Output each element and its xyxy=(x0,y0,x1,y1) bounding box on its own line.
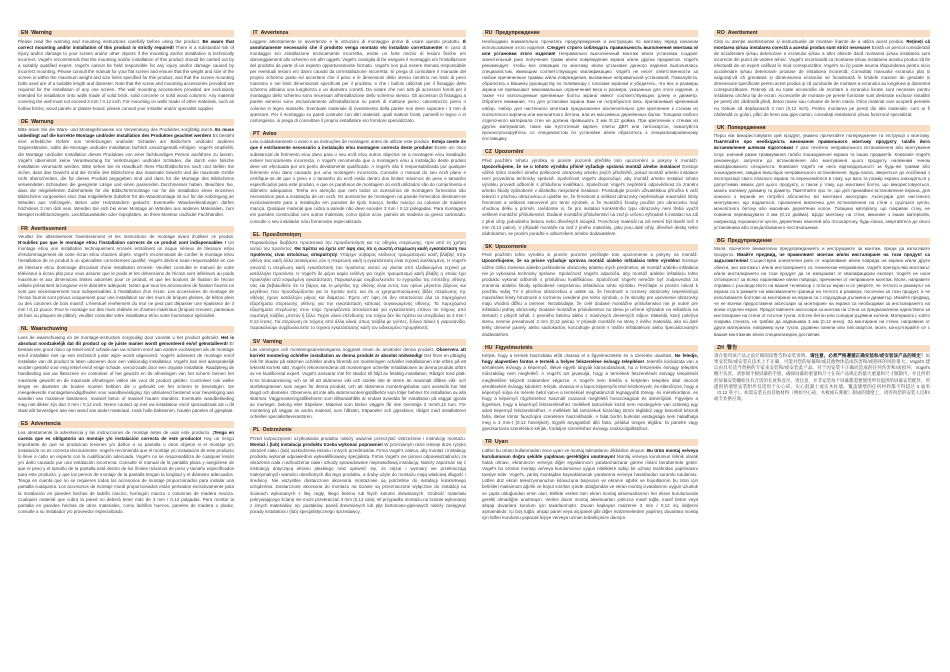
section-title: Waarschuwing xyxy=(30,326,68,333)
section-title: Avvertenza xyxy=(260,30,289,36)
warning-section-ru xyxy=(482,30,698,142)
language-code: DE xyxy=(21,118,29,125)
body-main-text: Es besteht eine erhebliche Gefahr von Verletzungen und/oder Schäden am Bildschirm und/oder anderen Gegenständen, sollte die Montage und/oder Installation fachlich unsachgemäß erfolgen. Vogel's empfiehlt, die Montage und/oder Installation dieses Produktes von einer fachkundigen Person ausführen zu lassen. Vogel's übernimmt keine Verantwortung für Verletzungen und/oder Schäden, die durch eine falsche Installation verursacht werden. Bitte sehen Sie im Handbuch Ihres Flachbildschirms nach und stellen Sie sicher, dass das Gewicht und die Größe des Bildschirms das maximale Gewicht und die maximale Größe nicht überschreiten, die für dieses Produkt angegeben sind und dass für die Montage des Bildschirms verwendeten Schrauben die geeignete Länge und einen passenden Durchmesser haben. Beachten Sie, dass die mitgelieferten Zubehörteile für die Bildschirmmontage nur für die Installation eines einzelnen Bildschirms vorgesehen sind. Das mitgelieferte Zubehör für die Wandmontage ist nur für die Anbringung an Wänden aus Vollziegeln, Beton oder Holzständern gedacht. Eventuelle Wandverkleidungen dürfen höchstens 3 mm dick sein. Wenden Sie sich bei einer Montage an Wänden aus anderen Materialien, zum Beispiel Hohlblockziegeln, Leichtbauwänden oder Gipsplatten, an Ihren Monteur und/oder Fachhändler. xyxy=(18,133,234,218)
body-intro-text: 请在使用该产品之前仔细阅读警告和安装说明。 xyxy=(714,353,810,359)
body-main-text: 如果安装和/或安装在技术上不正确，可能对您的屏幕和/或其他物体造成伤害和/或损坏的风险很大。Vogel's 建议由具有适当资格的专家来安装和/或安装此产品。对于因安装不正确而造成的任何伤害和/或损坏，Vogel's 概不负责。请参阅平板屏幕的手册，确保屏幕的重量和尺寸在该产品规定的最大重量和尺寸限制内，并且所用的屏幕安装螺栓具有合适的长度和直径。请注意，并非安装每个屏幕都需要使用所有提供的屏幕安装配件。所提供的墙壁安装附件仅适用于实心砖、实心混凝土或实木柱墙。覆盖墙壁的任何材料都不得超过 3 毫米（0.12 英寸）。如需安装在由其他材料（例如空心砖、木板或石膏板）制成的墙壁上，请咨询您的安装人员和/或专业供应商。 xyxy=(714,353,930,401)
section-heading xyxy=(482,244,698,251)
body-intro-text: Przed rozpoczęciem użytkowania produktu należy uważnie przeczytać ostrzeżenie i instrukcję montażu. xyxy=(250,435,466,441)
body-main-text: Jelentős kockázata van a sérülésnek és/vagy a képernyő, illetve egyéb tárgyak károsodásának, ha a felszerelés és/vagy telepítés műszakilag nem megfelelő. A Vogel's azt javasolja, hogy a termékek felszerelését és/vagy telepítését megfelelően képzett szakember végezze. A Vogel's nem felelős a helytelen telepítés által okozott sérülésekért és/vagy károkért. Kérjük, olvassa el a lapos képernyős tévé kézikönyvét, és ellenőrizze, hogy a képernyő súlya és mérete belül van-e a terméknél meghatározott legnagyobb tömeg- és méretkorláton, és hogy a képernyő rögzítéséhez használt csavarok megfelelő hosszúságúak és átmérőjűek. Figyeljen a figyelmet, hogy a képernyő felszereléséhez mellékelt tartozékok közül nem mindegyikre van szükség egy adott képernyő felszereléséhez. A mellékelt fali tartozékok kizárólag tömör téglából vagy betonból készült falra, illetve tömör faoszlopra szerelésre használhatók. A falat borító burkolat vastagsága nem haladhatja meg a 3 mm-t (0,12 hüvelyket). Egyéb anyagokból álló falra, például üreges téglára, fa panelre vagy gipszkartonra szereléskor kérjük, forduljon szereléshez és/vagy szakszolgáltatóhoz. xyxy=(482,359,698,432)
section-body xyxy=(714,39,930,118)
body-main-text: Υπάρχει σοβαρός κίνδυνος τραυματισμού και/ή βλάβης στην οθόνη σας και/ή άλλα αντικείμενα, εάν η στερέωση και/ή η εγκατάσταση είναι τεχνικά λανθασμένη. Η Vogel's συνιστά η στερέωση και/ή εγκατάσταση του προϊόντος αυτού να γίνεται από εξειδικευμένο τεχνικό με κατάλληλα προσόντα. Η Vogel's δε φέρει καμία ευθύνη για τυχόν τραυματισμό και/ή βλάβη η οποία έχει προκληθεί από εσφαλμένη εγκατάσταση. Παρακαλούμε συμβουλευτείτε το εγχειρίδιο της επίπεδης οθόνης σας και βεβαιωθείτε ότι το βάρος και το μέγεθος της οθόνης είναι εντός των ορίων μέγιστου βάρους και μεγέθους που προσδιορίζονται για το προϊόν αυτό, και ότι οι χρησιμοποιούμενες βίδες στερέωσης της οθόνης έχουν κατάλληλο μήκος και διάμετρο. Έχετε υπ' όψη ότι δεν απαιτούνται όλα τα παρεχόμενα εξαρτήματα στερέωσης οθόνης για την εγκατάσταση κάποιας συγκεκριμένης οθόνης. Τα παρεχόμενα εξαρτήματα στερέωσης στον τοίχο προορίζονται αποκλειστικά για εγκατάσταση επάνω σε τοίχους από συμπαγή τούβλα, μπετόν ή ξύλο. Τυχόν υλικό επένδυσης του τοίχου δεν θα πρέπει να υπερβαίνει τα 3 mm / 0,12 ίντσες. Για στερέωση σε τοίχους από άλλα υλικά, όπως τούβλα με τρύπες, ξύλινα πάνελ ή γυψοσανίδα, παρακαλούμε συμβουλευτείτε το τεχνικό εγκατάστασης και/ή τον ειδικευμένο προμηθευτή. xyxy=(250,252,466,331)
language-code: SK xyxy=(485,243,493,250)
section-title: Avertisment xyxy=(727,30,758,36)
section-title: Warnung xyxy=(31,118,54,125)
section-heading xyxy=(250,30,466,37)
warning-section-sv xyxy=(250,339,466,421)
body-intro-text: Citiți cu atenție avertismentul și instrucțiunile de montare înainte de a utiliza acest produs. xyxy=(714,38,907,44)
section-title: Advertencia xyxy=(30,421,61,428)
language-code: NL xyxy=(21,326,28,333)
warning-section-bg xyxy=(714,238,930,338)
body-emphasis-text: Следует строго соблюдать правильность выполнения монтажа и/или установки этого изделия! xyxy=(482,44,698,56)
body-intro-text: Please read the warning and mounting instructions carefully before using the product. xyxy=(18,38,203,44)
section-title: Upozornění xyxy=(494,149,524,156)
section-heading xyxy=(714,30,930,37)
body-emphasis-text: Montaż i (lub) instalacja produktu trzeba wykonać poprawnie! xyxy=(250,441,383,447)
body-intro-text: Kérjük, hogy a termék használata előtt olvassa el a figyelmeztetést és a szerelési utasítást. xyxy=(482,353,675,359)
section-body xyxy=(18,234,234,319)
body-intro-text: Lea atentamente la advertencia y las instrucciones de montaje antes de usar este producto. xyxy=(18,429,213,435)
language-code: PL xyxy=(253,427,260,434)
section-heading xyxy=(18,421,234,428)
section-body xyxy=(250,240,466,331)
section-heading xyxy=(250,339,466,346)
body-main-text: Съществува значителен риск от нараняване и/или повреда на екрана и/или други обекти, ако монтажът и/или инсталирането са технически неправилни. Vogel's препоръчва монтажът и/или инсталирането на този продукт да се извършват от квалифициран експерт. Vogel's не носи отговорност за всяко нараняване и/или повреда, причинени от неправилен монтаж. Моля, направете справка с ръководството на вашия телевизор с плосък екран и се уверете, че теглото и размерът на екрана са в рамките на максималните граници на теглото и размера, посочени за този продукт, и че използваните болтове за монтиране на екрана са с подходяща дължина и диаметър. Имайте предвид, че не всички предоставени аксесоари за монтиране на екрана са необходими за инсталирането на всеки отделен екран. Предоставените аксесоари за монтаж на стена са предназначени единствено за инсталиране на стени от плътни тухли, плътен бетон или солидни дървени колони. Материалът, който покрива стената, не трябва да надвишава 3 мм (0,12 инча). За монтиране на стени, направени от други материали, например кухи тухли, дървени панели или гипсокартон, моля, консултирайте се с вашия монтажник и/или специализиран доставчик. xyxy=(714,258,930,337)
section-body xyxy=(482,448,698,521)
warning-section-pt xyxy=(250,131,466,225)
body-intro-text: Перш ніж використовувати цей продукт, уважно прочитайте попередження та інструкції з монтажу. xyxy=(714,133,930,139)
section-title: Aviso xyxy=(262,130,277,137)
section-title: 警告 xyxy=(726,344,738,351)
body-intro-text: Παρακαλούμε διαβάστε προσεκτικά την προειδοποίηση και τις οδηγίες στερέωσης, πριν από τη χρήση αυτού του προϊόντος. xyxy=(250,240,466,252)
section-title: Предупреждение xyxy=(495,30,540,36)
section-heading xyxy=(250,131,466,138)
document-page xyxy=(18,30,930,650)
section-title: Προειδοποίηση xyxy=(262,231,302,238)
body-main-text: Un montage et/ou une installation techniquement erronés entraînent un risque sérieux de blessure et/ou d'endommagement de votre écran et/ou d'autres objets. Vogel's recommande de confier le montage et/ou l'installation de ce produit à un spécialiste correctement qualifié. Vogel's décline toute responsabilité en cas de blessure et/ou dommage découlant d'une installation erronée. Veuillez consulter le manuel de votre téléviseur à écran plat pour vous assurer que le poids et les dimensions de l'écran sont inférieurs au poids maximum et aux dimensions limites autorisés pour ce produit, et que les boulons de fixation de l'écran utilisés présentent la longueur et le diamètre adéquats. Notez que tous les accessoires de fixation fournis ne sont pas nécessairement tous indispensables à l'installation d'un écran. Les accessoires de montage de l'écran fournis sont prévus uniquement pour une installation sur des murs de briques pleines, de béton plein ou des colonnes de bois massif. L'éventuel revêtement du mur ne peut pas dépasser une épaisseur de 3 mm / 0,12 pouce. Pour le montage sur des murs réalisés en d'autres matériaux (briques creuses, panneaux de bois ou plaques de plâtre), veuillez consulter votre installateur et/ou votre fournisseur spécialisé. xyxy=(18,240,234,319)
body-main-text: W przeciwnym razie istnieje duże ryzyko obrażeń ciała i (lub) uszkodzenia ekranu i innych przedmiotów. Firma Vogel's zaleca, aby montaż i instalację produktu wykonał odpowiednio wykwalifikowany specjalista. Firma Vogel's nie ponosi odpowiedzialności za obrażenia ciała i uszkodzenia ciała i szkody spowodowane nieprawidłową instalacją. Należy zapoznać się z instrukcją dotyczącą ekranu płaskiego oraz upewnić się, że ciężar i wymiary nie przekraczają maksymalnych wartości określonych dla tego produktu, a śruby użyte do montażu mają właściwą długość i średnicę. Nie wszystkie dostarczone akcesoria montażowe są potrzebne do instalacji konkretnego urządzenia. Dostarczone akcesoria do montażu na ścianie są przeznaczone wyłącznie do instalacji na ścianach wykonanych z litej cegły, litego betonu lub litych kolumn drewnianych. Grubość materiału pokrywającego ścianę nie może przekraczać 3 mm (0,12 cala). W przypadku montażu na ścianie wykonanej z innych materiałów, np. pustaków, paneli drewnianych lub płyt kartonowo-gipsowych należy zasięgnąć porady instalatora i (lub) specjalistycznego sprzedawcy. xyxy=(250,441,466,514)
warning-section-nl xyxy=(18,326,234,414)
section-body xyxy=(714,353,930,402)
section-body xyxy=(250,436,466,515)
warning-section-de xyxy=(18,119,234,219)
section-body xyxy=(482,158,698,237)
language-code: PT xyxy=(253,130,260,137)
warning-section-zh xyxy=(714,345,930,402)
language-code: EL xyxy=(253,231,260,238)
body-main-text: In caso di montaggio e/o installazione tecnicamente incorretta, esiste un forte rischio di lesioni fisiche e/o danneggiamenti allo schermo e/o altri oggetti. Vogel's consiglia di far eseguire il montaggio e/o l'installazione del prodotto da parte di un esperto opportunamente formato. Vogel's non può essere ritenuta responsabile per eventuali lesioni e/o danni causati da un'installazione incorretta. Si prega di consultare il manuale del proprio schermo piatto ed accertarsi che il peso e le dimensioni dello stesso rientrino nei limiti di peso massimo e nei limiti dimensionali specificati per il prodotto, e che i bulloni utilizzati per il fissaggio dello schermo abbiano una lunghezza e un diametro corretti. Da notare che non tutti gli accessori forniti per il montaggio dello schermo sono necessari all'installazione dello schermo stesso. Gli accessori di fissaggio a parete annessi sono esclusivamente all'installazione su pareti di mattone pieno, calcestruzzo pieno o colonne in legno massello. Eventuale materiale di rivestimento della parete non deve superare i 3 mm di spessore. Per il montaggio su pareti costruite con altri materiali, quali mattoni forati, pannelli in legno o in cartongesso, si prega di consultare il proprio installatore e/o fornitore specializzato. xyxy=(250,44,466,123)
column-1 xyxy=(18,30,234,650)
warning-section-fr xyxy=(18,226,234,320)
warning-section-tr xyxy=(482,439,698,521)
warning-section-sk xyxy=(482,244,698,338)
body-emphasis-text: 请注意，必须严格遵循正确安装和/或安装该产品的规定！ xyxy=(809,353,926,359)
body-main-text: Hay un riesgo importante de que se produzcan lesiones y/o daños a su pantalla u otros objetos si el montaje y/o instalación no es correcta técnicamente. Vogel's recomienda que el montaje y/o instalación de este producto lo lleve a cabo un experto con la cualificación adecuada. Vogel's no se responsabiliza de cualquier lesión y/o daño causado por una instalación incorrecta. Consulte el manual de la pantalla plana y asegúrese de que el peso y el tamaño de la pantalla está dentro de los límites máximos de peso y tamaño especificados para este producto, y que los pernos de montaje de la pantalla tengan la longitud y el diámetro adecuados. Tenga en cuenta que no se requieren todos los accesorios de montaje proporcionados para instalar una pantalla cualquiera. Los accesorios de montaje mural proporcionados están pensados exclusivamente para la instalación en paredes hechas de ladrillo macizo, hormigón macizo o columnas de madera maciza. Cualquier material que cubra la pared no deberá tener más de 3 mm / 0,12 pulgadas. Para montar la pantalla en paredes hechas de otros materiales, como ladrillos huecos, paneles de madera o pladur, consulte a su instalador y/o proveedor especializado. xyxy=(18,435,234,514)
language-code: TR xyxy=(485,439,492,446)
language-code: UK xyxy=(717,124,725,131)
body-emphasis-text: Имайте предвид, че правилният монтаж и/или инсталиране на този продукт са задължителни! xyxy=(714,252,930,264)
body-intro-text: Lees de waarschuwing en de montage-instructies zorgvuldig door voordat u het product gebruikt. xyxy=(18,334,222,340)
language-code: CZ xyxy=(485,149,492,156)
body-main-text: Existe um risco substancial de ferimento e/ou dano para o seu ecrã e/ou outros objectos se a montagem e/ou instalação estiver tecnicamente incorrecta. A Vogel's recomenda que a montagem e/ou a instalação deste produto deve ser efectuada por um perito devidamente qualificado. A Vogel's não é responsabilizada por qualquer ferimento e/ou dano causado por uma montagem incorrecta. Consulte o manual do seu ecrã plano e certifique-se de que o peso e o tamanho do ecrã estão dentro dos limites máximos de peso e tamanho especificados para este produto, e que os parafusos de montagem do ecrã utilizados são do comprimento e diâmetro adequados. Tenha em atenção que nem todos os acessórios de montagem fornecidos são necessários para a instalação de um ecrã. Os acessórios de montagem na parede fornecidos destinam-se exclusivamente para a instalação em paredes de tijolo maciço, betão maciço ou colunas de madeira maciça. Qualquer material que cubra a parede não deve exceder 3 mm / 0,12 polegadas. Para montagem em paredes construídas com outros materiais, como tijolos ocos, painéis de madeira ou gesso cartonado, consulte o seu instalador e/ou fornecedor especializado. xyxy=(250,145,466,224)
section-body xyxy=(714,133,930,231)
body-emphasis-text: È assolutamente necessario che il prodotto venga montato e/o installato correttamente! xyxy=(250,38,466,50)
body-main-text: Неправильно выполненный монтаж и/или установка создают значительный риск получения травм и/или повреждения экрана и/или других предметов. Vogel's рекомендует, чтобы все операции по монтажу и/или установке данного изделия выполнялись специалистом, имеющим соответствующую квалификацию. Vogel's не несет ответственности за любые причиненные травмы и/или повреждения, вызванные неправильной установкой. Пожалуйста, обратитесь к Вашему руководству по телевизору с плоским экраном и убедитесь, что вес и размеры экрана не превышают максимальных ограничений веса и размера, указанных для этого изделия, а также что используемые крепежные болты экрана имеют соответствующую длину и диаметр. Обратите внимание, что для установки экрана Вам не потребуются весь прилагаемый крепежный набор. Набор для настенного монтажа предназначен исключительно для крепления к стенам из полнотелого кирпича или монолитного бетона, или из массивных деревянных балок. Толщина любого отделочного материала стен не должна превышать 3 мм /0,12 дюйма. При креплении к стенам из других материалов, таких как пустотелый кирпич, плиты ДВП или гипсокартон, пожалуйста проконсультируйтесь со специалистом по установке и/или обратитесь к специализированному поставщику. xyxy=(482,50,698,141)
section-body xyxy=(250,139,466,224)
body-emphasis-text: ¡Tenga en cuenta que es obligatorio un montaje y/o instalación correcta de este producto! xyxy=(18,429,234,441)
body-main-text: Existuje vážne riziko zranenia a/alebo poškodenia obrazovky a/alebo iných predmetov, ak montáž a/alebo inštalácia nie je vykonaná technicky správne. Spoločnosť Vogel's odporúča, aby montáž a/alebo inštaláciu tohto produktu vykonal odborník s príslušnou kvalifikáciou. Spoločnosť Vogel's nemôže byť zodpovedná za zranenia a/alebo škody spôsobené nesprávnou inštaláciou tohto výrobku. Prečítajte si prosím návod k použitiu vašej TV s plochou obrazovkou a uistite sa, že hmotnosť a rozmery obrazovky neprekračujú maximálne limity hmotnosti a rozmerov uvedené pre tento výrobok, a že skrutky pre upevnenie obrazovky majú vhodnú dĺžku a priemer. Nezabúdajte, že celé dodané montážne príslušenstvo nie je nutné pre inštaláciu jednej obrazovky. Dodané montážne príslušenstvo na stenu je určené výhradne na inštaláciu na stenách z plných tehál, z pevného betónu alebo z masívnych drevených stĺpov. Materiál, ktorý pokrýva stenu, nesmie presahovať 3 mm (0,12 palca). V prípade montáže na steny z iného materiálu, ako sú duté tehly, drevené panely, alebo sadrokartón, konzultujte prosím s Vaším inštalatérom alebo špecializovaným dodávateľom. xyxy=(482,258,698,337)
body-intro-text: Моля, прочетете внимателно предупреждението и инструкциите за монтаж, преди да използвате продукта. xyxy=(714,246,930,258)
language-code: RO xyxy=(717,30,725,36)
section-title: Upozornenie xyxy=(495,243,527,250)
section-body xyxy=(18,430,234,515)
column-4 xyxy=(714,30,930,650)
language-code: ZH xyxy=(717,344,724,351)
body-emphasis-text: N'oubliez pas que le montage et/ou l'installation corrects de ce produit sont indispensables ! xyxy=(18,240,227,246)
language-code: HU xyxy=(485,344,493,351)
body-emphasis-text: Θα πρέπει να έχετε υπ' όψη σας ότι η σωστή στερέωση και/ή εγκατάσταση του προϊόντος είναι απολύτως απαραίτητη! xyxy=(250,246,466,258)
section-title: Varning xyxy=(262,338,282,345)
section-heading xyxy=(714,238,930,245)
body-intro-text: Необходимо внимательно прочитать предупреждения и инструкции по монтажу перед началом использования этого изделия. xyxy=(482,38,698,50)
language-code: IT xyxy=(253,30,258,36)
section-title: Ostrzeżenie xyxy=(262,427,292,434)
body-main-text: Det finns en påtaglig risk för skador på skärmen och/eller andra föremål om monteringen och/eller installationen inte utförs på ett tekniskt korrekt sätt. Vogel's rekommenderar att monteringen och/eller installationen av denna produkt utförs av en kvalificerad expert. Vogel's ansvarar inte för skador till följd av felaktig installation. Rådgör med platt-tv:ns bruksanvisning och se till att skärmens vikt och storlek inte är större än maximalt tillåten vikt- och storleksgränsen som anges för denna produkt, och att skärmens monteringsbultar som används har rätt längd och diameter. Observera att inte alla skärmmonteringstillbehör som följer behövs för installation av alla skärmar. Väggmonteringstillbehören som tillhandahålls är endast avsedda för installation på väggar gjorda av murtegel, betong eller träpelare. Material som täcker väggen får inte överstiga 3 mm/0,12 tum. För montering på väggar av andra material, som hålsten, träpaneler och gipsskivor, rådgör med installatören och/eller specialistleverantören. xyxy=(250,353,466,420)
section-heading xyxy=(18,326,234,333)
warning-section-cz xyxy=(482,149,698,237)
body-intro-text: Veuillez lire attentivement l'avertissement et les instructions de montage avant d'utiliser ce produit. xyxy=(18,234,234,240)
body-emphasis-text: Rețineți că montarea și/sau instalarea corectă a acestui produs sunt strict necesare! xyxy=(714,38,930,50)
warning-section-ro xyxy=(714,30,930,118)
language-code: SV xyxy=(253,338,260,345)
body-emphasis-text: Bu ürün montaj ve/veya kurulumunun doğru şekilde yapılması gerektiğini unutmayın! xyxy=(482,447,698,459)
body-intro-text: Lütfen bu ürünü kullanmadan önce uyarı ve montaj talimatlarını dikkatlice okuyun. xyxy=(482,447,647,453)
body-main-text: Er bestaat een groot risico op letsel en/of schade aan uw scherm en/of aan andere voorwerpen als de montage en/of installatie niet op een technisch juiste wijze wordt uitgevoerd. Vogel's adviseert de montage en/of installatie van dit product te laten uitvoeren door een vakkundig installateur. Vogel's kan niet aansprakelijk worden gesteld voor enig letsel en/of enige schade, veroorzaakt door een onjuiste installatie. Raadpleeg de handleiding van uw flatscreen en controleer of het gewicht en de afmetingen van het scherm binnen het maximale gewicht en de maximale afmetingen vallen die voor dit product gelden. Controleer ook welke lengte en diameter de bouten moeten hebben die u gebruikt om het scherm te bevestigen. De meegeleverde montagebenodigdheden voor wandbevestiging zijn uitsluitend bestemd voor bevestiging aan wanden van massieve bakstenen, massief beton of massief houten standers. Eventuele wandbekleding mag niet dikker zijn dan 3 mm / 0,12 inch. Neem contact op met uw installateur en/of speciaalzaak als u dit staal wilt bevestigen aan een wand van ander materiaal, zoals holle bakstenen, houten panelen of gipsplaat. xyxy=(18,340,234,413)
section-body xyxy=(482,353,698,432)
warning-section-es xyxy=(18,421,234,515)
body-emphasis-text: Observera att korrekt montering och/eller installation av denna produkt är absolut nödvändig! xyxy=(250,347,466,359)
section-title: Предупреждение xyxy=(727,237,772,244)
section-heading xyxy=(250,232,466,239)
section-body xyxy=(714,246,930,337)
column-3 xyxy=(482,30,698,650)
section-heading xyxy=(482,30,698,37)
section-heading xyxy=(18,226,234,233)
body-emphasis-text: Ne feledje, hogy alapvetően fontos e termék a helyes felszerelése és/vagy telepítése! xyxy=(482,353,698,365)
language-code: RU xyxy=(485,30,493,36)
section-title: Warning xyxy=(31,30,52,36)
body-emphasis-text: Het is absoluut noodzakelijk dat dit product op de juiste manier wordt gemonteerd en/of geïnstalleerd! xyxy=(18,334,234,346)
body-emphasis-text: Es muss unbedingt auf die korrekte Montage und/oder Installation des Produktes geachtet werden! xyxy=(18,127,234,139)
body-intro-text: Před použitím tohoto výrobku si prosím pozorně přečtěte toto upozornění a pokyny k montáži. xyxy=(482,157,698,163)
section-heading xyxy=(482,345,698,352)
section-title: Figyelmeztetés xyxy=(495,344,533,351)
section-body xyxy=(482,39,698,143)
body-main-text: Montaj ve/veya kurulumun teknik olarak hatalı olması, ekranınızın ve/veya diğer eşyalarınızın yaralanma/zarar görme riskini beraberinde getirir. Vogel's bu ürünün montajı ve/veya kurulumunun uygun niteliklere sahip bir uzman tarafından yapılmasını tavsiye eder. Vogel's, yanlış montajdan kaynaklanacak yaralanma ve/veya hasarlardan sorumlu tutulamaz. Lütfen düz ekran televizyonunuzun kılavuzuna başvurun ve ekranın ağırlık ve boyutlarının bu ürün için belirtilen maksimum ağırlık ve boyut sınırları içinde olduğundan ve ekran montaj cıvatalarının uygun uzunluk ve çapta olduğundan emin olun. Birlikte verilen tüm ekran montaj aksesuarlarının her ekran kurulumunda gerekli olmadığını unutmayın. Verilen duvar montaj aksesuarları yalnızca masif tuğla, masif beton veya ahşap duvarlara kurulum için tasarlanmıştır. Duvarı kaplayan malzeme 3 mm / 0,12 inç değerini aşmamalıdır. İçi boş tuğla, ahşap panel veya alçıpanel gibi diğer malzemelerden yapılmış duvarlara montaj için lütfen kurulumu yapacak kişiye ve/veya uzman tedarikçinize danışın. xyxy=(482,453,698,520)
section-heading xyxy=(18,119,234,126)
section-title: Uyarı xyxy=(494,439,508,446)
body-emphasis-text: Be aware that correct mounting and/or installation of this product is strictly required! xyxy=(18,38,234,50)
section-body xyxy=(482,252,698,337)
body-emphasis-text: Пам'ятайте про необхідність виконання правильного монтажу продукту та/або його встановлення шляхом підготовки! xyxy=(714,139,930,151)
section-body xyxy=(18,127,234,218)
body-main-text: Existuje vážné riziko zranění a/nebo poškození obrazovky a/nebo jiných předmětů, pokud montáž a/nebo instalace není provedena technicky správně. Společnost Vogel's doporučuje, aby montáž a/nebo instalaci tohoto výrobku provedl odborník s příslušnou kvalifikací. Společnost Vogel's nepřebírá odpovědnost za zranění a/nebo škody způsobené v důsledku nesprávné instalace. Prostudujte prosím uživatelskou příručku k vaší televizi s plochou obrazovkou a ujistěte se, že hmotnost a velikost obrazovky nepřesahuje maximální limity hmotnosti a velikosti stanovené pro tento výrobek, a že montážní šrouby použité pro obrazovku mají vhodnou délku a průměr. Uvědomte si, že pro instalaci konkrétního typu obrazovky není třeba využít veškeré montážní příslušenství. Dodané montážní příslušenství na zeď je určeno výhradně k instalaci na zdi z plné cihly, jednolitého betonu nebo dřevěných sloupků. Povrchový materiál na zdi nesmí být tlustší než 3 mm (0,12 palce). V případě montáže na zeď z jiného materiálu, jako jsou duté cihly, dřevěné desky nebo sádrokarton, se prosím poraďte s odborníkem a/nebo dodavatelem. xyxy=(482,163,698,236)
section-title: Попередження xyxy=(727,124,766,131)
language-code: FR xyxy=(21,225,28,232)
warning-section-el xyxy=(250,232,466,332)
language-code: EN xyxy=(21,30,29,36)
body-main-text: There is a substantial risk of injury and/or damage to your screen and/or other objects if the mounting and/or installation is technically incorrect. Vogel's recommends that the mounting and/or installation of this product should be carried out by a suitably qualified expert. Vogel's cannot be held responsible for any injury and/or damage caused by incorrect mounting. Please consult the manual for your flat screen and ensure that the weight and size of the screen is within the maximum weight and size limits specified for this product, and that the screen mounting bolts used are of a suitable length and diameter. Note that the screw and mounting accessories provided are required for the installation of any one screen. The wall mounting accessories provided are exclusively intended for installation onto walls made of solid brick, solid concrete or solid wood columns. Any material covering the wall must not exceed 3 mm / 0.12 inch. For mounting on walls made of other materials, such as hollow bricks, wood panels or plaster-board, please consult your installer and/or specialist supplier. xyxy=(18,44,234,111)
body-main-text: Există un pericol considerabil de accidentare și/sau deteriorare a ecranului și/sau a altor obiecte dacă montarea și/sau instalarea sunt incorecte din punct de vedere tehnic. Vogel's recomandă ca montarea și/sau instalarea acestui produs să fie efectuată de un expert calificat în mod corespunzător. Vogel's nu își poate asuma răspunderea pentru nicio accidentare și/sau deteriorare produse de instalarea incorectă. Consultați manualul ecranului plat și asigurați-vă că greutatea și dimensiunea ecranului se încadrează în limitele maxime de greutate și dimensiune specificate pentru acest produs și că șuruburile de montare a ecranului au lungimea și diametrul corespunzătoare. Rețineți că nu toate accesoriile de montare a ecranului livrate sunt necesare pentru instalarea oricărui tip de ecran. Accesoriile de montare pe perete furnizate sunt destinate exclusiv instalării pe pereți din cărămidă plină, beton masiv sau coloane de lemn masiv. Orice material care acoperă peretele nu trebuie să depășească 3 mm (0,12 inch). Pentru montarea pe pereți din alte materiale, cum ar fi cărămidă cu goluri, plăci de lemn sau gips-carton, consultați instalatorul și/sau furnizorul specializat. xyxy=(714,44,930,117)
section-heading xyxy=(714,345,930,352)
section-body xyxy=(18,39,234,112)
body-emphasis-text: Esteja ciente de que é estritamente necessário a instalação e/ou montagem correcta deste produto! xyxy=(250,139,466,151)
section-body xyxy=(250,347,466,420)
language-code: BG xyxy=(717,237,725,244)
body-intro-text: Leia cuidadosamente o aviso e as instruções de montagem antes de utilizar este produto. xyxy=(250,139,432,145)
warning-section-hu xyxy=(482,345,698,433)
section-body xyxy=(18,335,234,414)
language-code: ES xyxy=(21,421,28,428)
section-heading xyxy=(482,439,698,446)
section-title: Avertissement xyxy=(30,225,67,232)
section-heading xyxy=(482,149,698,156)
body-intro-text: Bitte lesen Sie die Warn- und Montagehinweise vor Verwendung des Produktes sorgfältig durch. xyxy=(18,127,216,133)
section-heading xyxy=(250,427,466,434)
body-intro-text: Leggere attentamente le avvertenze e le istruzioni di montaggio prima di usare questo prodotto. xyxy=(250,38,463,44)
warning-section-it xyxy=(250,30,466,124)
body-intro-text: Pred použitím tohto výrobku si prosím pozorne prečítajte toto upozornenie a pokyny na montáž. xyxy=(482,252,698,258)
warning-section-pl xyxy=(250,427,466,515)
section-heading xyxy=(714,125,930,132)
warning-section-en xyxy=(18,30,234,112)
body-emphasis-text: Upozorňujeme, že sa prísne vyžaduje správna montáž a/alebo inštalácia tohto výrobku! xyxy=(482,258,680,264)
column-2 xyxy=(250,30,466,650)
body-intro-text: Läs varningen och monteringsanvisningarna noggrant innan du använder denna produkt. xyxy=(250,347,437,353)
section-heading xyxy=(18,30,234,37)
section-body xyxy=(250,39,466,124)
body-emphasis-text: Upozorňujeme, že se u tohoto výrobku přísně vyžaduje správná montáž a/nebo instalace! xyxy=(482,163,681,169)
body-main-text: У разі технічно неправильного встановлення або монтування існує значний ризик травмування та/або пошкодження екрана та інших предметів. Компанія Vogel's рекомендує залучати до встановлення або монтування цього продукту належним чином кваліфікованого спеціаліста. Компанія Vogel's не несе відповідальності за будь-які травми або пошкодження, завдані внаслідок неправильного встановлення. Будь-ласка, зверніться до посібника з експлуатації свого плаского екрана та переконайтеся в тому, що вага та розмір екрана знаходяться у допустимих межах для цього продукту, а також у тому, що монтажні болти, що використовуються, мають належну довжину та діаметр. Пам'ятайте про те, що для принаймні встановлення екрана, для кожного з екранів не потрібні абсолютно всі монтажні аксесуари. Аксесуари для настінного монтування, що надаються, призначені виключно для встановлення на стіни з суцільної цегли, монолітного бетону або масивних дерев'яних колон. Товщина матеріалу, що покриває стіну, не повинна перевищувати 3 мм (0,12 дюйма). Щодо монтажу на стіни, виконані з інших матеріалів, наприклад порожнистої цегли, дерев'яних панелей або гіпсокартону, будь-ласка, звертайтеся до свого установника або спеціалізованого постачальника. xyxy=(714,145,930,230)
warning-section-uk xyxy=(714,125,930,231)
